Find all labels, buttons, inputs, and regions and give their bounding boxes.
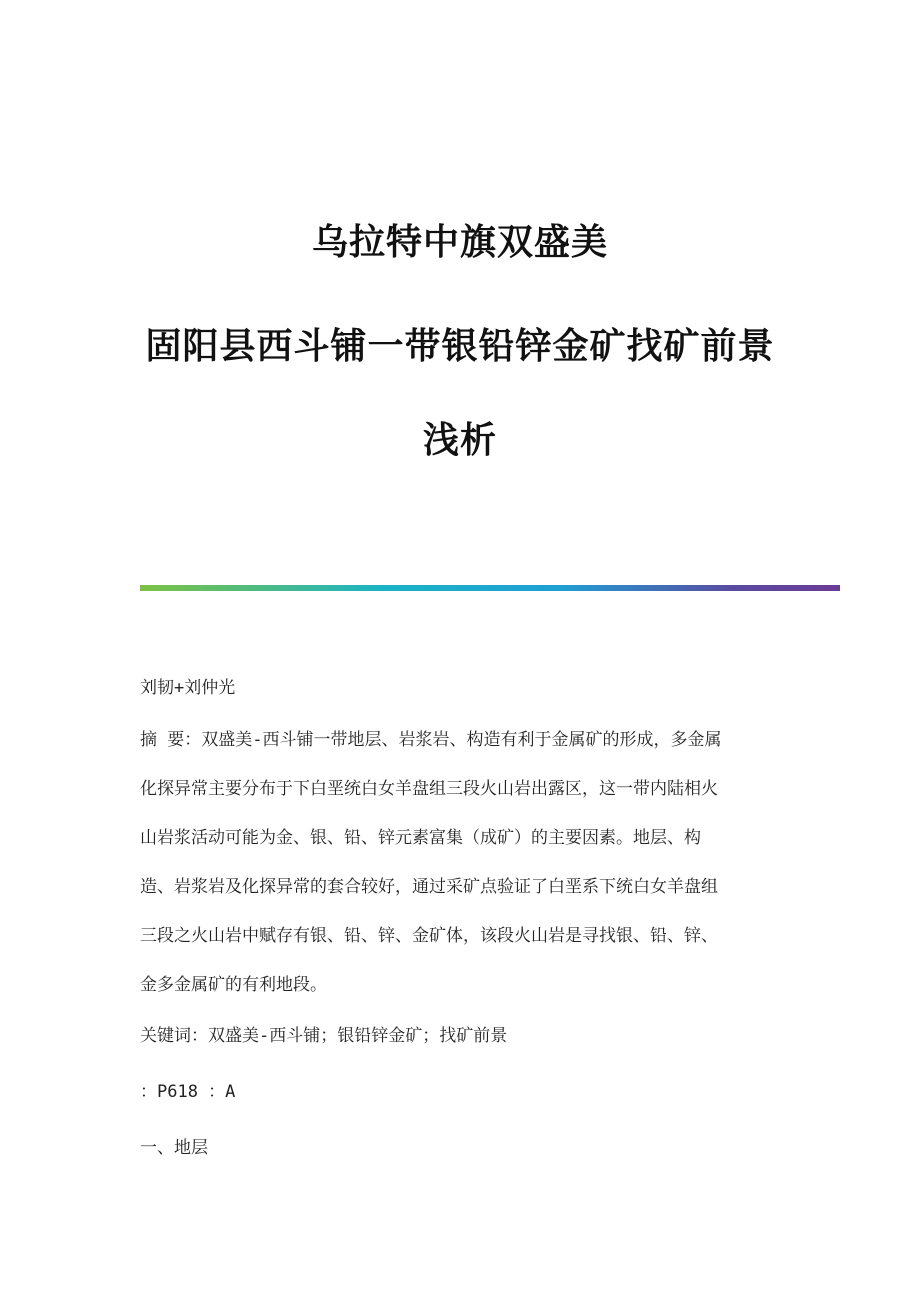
abstract-line: 山岩浆活动可能为金、银、铅、锌元素富集（成矿）的主要因素。地层、构 <box>140 828 701 848</box>
classification-codes: ：P618 ：A <box>140 1082 236 1102</box>
authors: 刘韧+刘仲光 <box>140 678 236 698</box>
abstract <box>140 728 780 1022</box>
abstract-line: 摘 要：双盛美-西斗铺一带地层、岩浆岩、构造有利于金属矿的形成，多金属 <box>140 730 722 750</box>
section-heading: 一、地层 <box>140 1138 208 1158</box>
document-title-line-2: 固阳县西斗铺一带银铅锌金矿找矿前景 <box>145 325 775 367</box>
abstract-line: 金多金属矿的有利地段。 <box>140 975 327 995</box>
gradient-divider <box>140 585 840 591</box>
document-title-line-3: 浅析 <box>422 419 497 461</box>
keywords: 关键词：双盛美-西斗铺；银铅锌金矿；找矿前景 <box>140 1026 508 1046</box>
document-title-line-1: 乌拉特中旗双盛美 <box>311 221 608 263</box>
abstract-line: 造、岩浆岩及化探异常的套合较好，通过采矿点验证了白垩系下统白女羊盘组 <box>140 877 718 897</box>
abstract-line: 化探异常主要分布于下白垩统白女羊盘组三段火山岩出露区，这一带内陆相火 <box>140 779 718 799</box>
abstract-line: 三段之火山岩中赋存有银、铅、锌、金矿体，该段火山岩是寻找银、铅、锌、 <box>140 926 718 946</box>
